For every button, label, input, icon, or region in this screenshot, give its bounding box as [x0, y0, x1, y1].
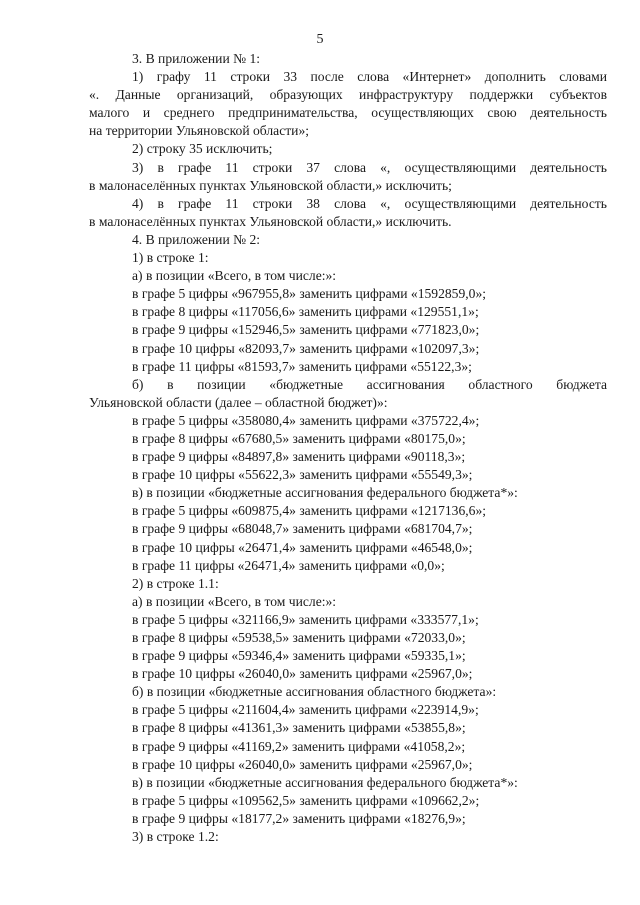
text-line: в графе 9 цифры «84897,8» заменить цифрами «90118,3»; [132, 449, 466, 465]
text-line: 4) в графе 11 строки 38 слова «, осуществляющими деятельность [132, 195, 607, 211]
paragraph [89, 484, 607, 502]
paragraph [89, 267, 607, 285]
text-line: 2) в строке 1.1: [132, 575, 219, 591]
text-line: в малонаселённых пунктах Ульяновской области,» исключить; [89, 177, 452, 193]
text-line: в графе 10 цифры «26471,4» заменить цифрами «46548,0»; [132, 539, 473, 555]
paragraph [89, 340, 607, 358]
text-line: в графе 8 цифры «59538,5» заменить цифрами «72033,0»; [132, 630, 466, 645]
text-line: 1) графу 11 строки 33 после слова «Интернет» дополнить словами [132, 69, 607, 85]
paragraph [89, 611, 607, 629]
text-line: в графе 9 цифры «68048,7» заменить цифрами «681704,7»; [132, 521, 473, 537]
text-line: Ульяновской области (далее – областной бюджет)»: [89, 394, 388, 410]
text-line: а) в позиции «Всего, в том числе:»: [132, 268, 337, 284]
text-line: в графе 10 цифры «82093,7» заменить цифрами «102097,3»; [132, 340, 480, 356]
text-line: в графе 10 цифры «55622,3» заменить цифрами «55549,3»; [132, 467, 473, 483]
paragraph [89, 665, 607, 683]
text-line: в графе 9 цифры «41169,2» заменить цифрами «41058,2»; [132, 738, 466, 754]
text-line: в графе 5 цифры «109562,5» заменить цифрами «109662,2»; [132, 792, 480, 808]
paragraph [89, 448, 607, 466]
paragraph [89, 756, 607, 774]
paragraph [89, 683, 607, 701]
text-line: в графе 9 цифры «59346,4» заменить цифрами «59335,1»; [132, 648, 466, 664]
text-line: в графе 11 цифры «26471,4» заменить цифрами «0,0»; [132, 557, 445, 573]
text-line: в графе 10 цифры «26040,0» заменить цифрами «25967,0»; [132, 666, 473, 682]
text-line: 3. В приложении № 1: [132, 51, 261, 66]
text-line: в малонаселённых пунктах Ульяновской области,» исключить. [89, 213, 452, 229]
paragraph [89, 828, 607, 846]
text-line: в) в позиции «бюджетные ассигнования федерального бюджета*»: [132, 485, 518, 501]
paragraph [89, 159, 607, 195]
text-line: в графе 5 цифры «211604,4» заменить цифрами «223914,9»; [132, 702, 479, 718]
paragraph [89, 195, 607, 231]
text-line: в) в позиции «бюджетные ассигнования федерального бюджета*»: [132, 774, 518, 790]
text-line: 3) в графе 11 строки 37 слова «, осуществляющими деятельность [132, 159, 607, 175]
paragraph [89, 358, 607, 376]
text-line: б) в позиции «бюджетные ассигнования областного бюджета»: [132, 684, 497, 700]
text-line: в графе 5 цифры «358080,4» заменить цифрами «375722,4»; [132, 412, 480, 428]
document-body [89, 50, 607, 846]
paragraph [89, 502, 607, 520]
text-line: в графе 8 цифры «41361,3» заменить цифрами «53855,8»; [132, 720, 466, 736]
paragraph [89, 738, 607, 756]
paragraph [89, 557, 607, 575]
paragraph [89, 412, 607, 430]
paragraph [89, 719, 607, 737]
paragraph [89, 810, 607, 828]
text-line: в графе 11 цифры «81593,7» заменить цифрами «55122,3»; [132, 358, 472, 374]
paragraph [89, 593, 607, 611]
text-line: в графе 10 цифры «26040,0» заменить цифрами «25967,0»; [132, 756, 473, 772]
text-line: 1) в строке 1: [132, 250, 209, 266]
paragraph [89, 430, 607, 448]
paragraph [89, 701, 607, 719]
text-line: на территории Ульяновской области»; [89, 123, 310, 139]
text-line: в графе 8 цифры «117056,6» заменить цифрами «129551,1»; [132, 304, 479, 320]
paragraph [89, 539, 607, 557]
paragraph [89, 231, 607, 249]
paragraph [89, 249, 607, 267]
text-line: в графе 5 цифры «321166,9» заменить цифрами «333577,1»; [132, 611, 479, 627]
paragraph [89, 647, 607, 665]
text-line: 2) строку 35 исключить; [132, 141, 273, 157]
paragraph [89, 140, 607, 158]
text-line: 3) в строке 1.2: [132, 829, 219, 845]
text-line: малого и среднего предпринимательства, осуществляющих свою деятельность [89, 105, 607, 121]
paragraph [89, 321, 607, 339]
text-line: 4. В приложении № 2: [132, 231, 261, 247]
paragraph [89, 303, 607, 321]
page-number: 5 [316, 32, 324, 47]
text-line: б) в позиции «бюджетные ассигнования областного бюджета [132, 376, 607, 392]
paragraph [89, 774, 607, 792]
text-line: а) в позиции «Всего, в том числе:»: [132, 593, 337, 609]
paragraph [89, 629, 607, 647]
paragraph [89, 520, 607, 538]
paragraph [89, 792, 607, 810]
paragraph [89, 68, 607, 140]
text-line: в графе 5 цифры «967955,8» заменить цифрами «1592859,0»; [132, 286, 487, 302]
paragraph [89, 575, 607, 593]
paragraph [89, 376, 607, 412]
text-line: в графе 9 цифры «152946,5» заменить цифрами «771823,0»; [132, 322, 480, 338]
text-line: в графе 9 цифры «18177,2» заменить цифрами «18276,9»; [132, 810, 466, 826]
text-line: в графе 5 цифры «609875,4» заменить цифрами «1217136,6»; [132, 503, 487, 519]
paragraph [89, 50, 607, 68]
paragraph [89, 285, 607, 303]
text-line: «. Данные организаций, образующих инфраструктуру поддержки субъектов [89, 87, 607, 103]
paragraph [89, 466, 607, 484]
text-line: в графе 8 цифры «67680,5» заменить цифрами «80175,0»; [132, 430, 466, 446]
